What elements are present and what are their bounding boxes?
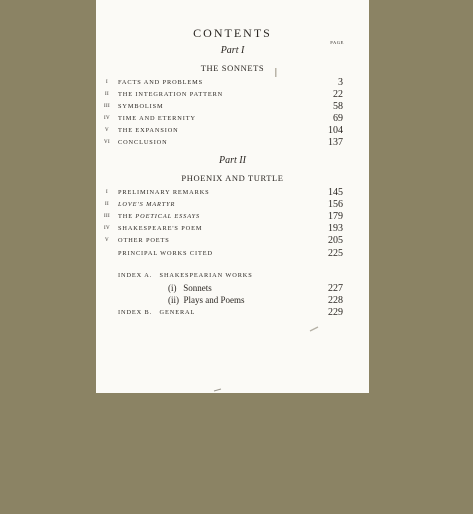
page-column-header: PAGE xyxy=(330,40,344,45)
chapter-title-prefix: THE xyxy=(118,213,136,220)
page-number: 205 xyxy=(328,235,343,246)
chapter-title: TIME AND ETERNITY xyxy=(118,115,196,122)
chapter-number: V xyxy=(105,128,109,133)
page-number: 145 xyxy=(328,187,343,198)
page-number: 104 xyxy=(328,125,343,136)
toc-entry xyxy=(96,236,369,248)
toc-entry xyxy=(96,138,369,150)
chapter-title: PRELIMINARY REMARKS xyxy=(118,189,210,196)
chapter-title-italic: POETICAL ESSAYS xyxy=(135,213,201,220)
book-page xyxy=(96,0,369,393)
contents-title: CONTENTS xyxy=(193,26,272,40)
chapter-number: II xyxy=(105,202,109,207)
toc-entry xyxy=(96,249,369,261)
part-2-heading: PHOENIX AND TURTLE xyxy=(181,173,284,183)
page-number: 69 xyxy=(333,113,343,124)
page-number: 137 xyxy=(328,137,343,148)
page-number: 22 xyxy=(333,89,343,100)
page-number: 58 xyxy=(333,101,343,112)
page-number: 156 xyxy=(328,199,343,210)
paper-speck xyxy=(212,386,224,394)
chapter-title: SYMBOLISM xyxy=(118,103,164,110)
index-a-title: INDEX A. SHAKESPEARIAN WORKS xyxy=(118,272,253,279)
chapter-title: FACTS AND PROBLEMS xyxy=(118,79,204,86)
index-b-title: INDEX B. GENERAL xyxy=(118,309,196,316)
toc-entry xyxy=(96,78,369,90)
toc-entry xyxy=(96,308,369,320)
chapter-title: THE EXPANSION xyxy=(118,127,179,134)
page-number: 228 xyxy=(328,295,343,306)
chapter-title xyxy=(118,213,200,220)
part-1-label: Part I xyxy=(220,45,245,56)
chapter-number: I xyxy=(106,190,108,195)
part-1-heading: THE SONNETS xyxy=(200,63,265,73)
chapter-number: IV xyxy=(104,226,110,231)
index-a-heading xyxy=(96,271,369,283)
page-number: 193 xyxy=(328,223,343,234)
chapter-title: THE INTEGRATION PATTERN xyxy=(118,91,224,98)
index-subentry-label: (i) Sonnets xyxy=(168,283,212,293)
toc-entry xyxy=(96,102,369,114)
chapter-title: OTHER POETS xyxy=(118,237,170,244)
page-number: 3 xyxy=(338,77,343,88)
toc-entry xyxy=(96,90,369,102)
chapter-number: VI xyxy=(104,140,110,145)
chapter-number: II xyxy=(105,92,109,97)
paper-speck xyxy=(271,66,281,82)
part-2-label: Part II xyxy=(219,155,246,166)
chapter-number: IV xyxy=(104,116,110,121)
chapter-number: III xyxy=(104,214,110,219)
page-number: 179 xyxy=(328,211,343,222)
chapter-title: CONCLUSION xyxy=(118,139,168,146)
chapter-number: V xyxy=(105,238,109,243)
chapter-number: III xyxy=(104,104,110,109)
chapter-title: SHAKESPEARE'S POEM xyxy=(118,225,203,232)
paper-speck xyxy=(308,324,322,334)
page-number: 225 xyxy=(328,248,343,259)
page-number: 229 xyxy=(328,307,343,318)
page-number: 227 xyxy=(328,283,343,294)
index-subentry-label: (ii) Plays and Poems xyxy=(168,295,245,305)
chapter-title: LOVE'S MARTYR xyxy=(118,201,176,208)
chapter-number: I xyxy=(106,80,108,85)
principal-works-title: PRINCIPAL WORKS CITED xyxy=(118,250,213,257)
